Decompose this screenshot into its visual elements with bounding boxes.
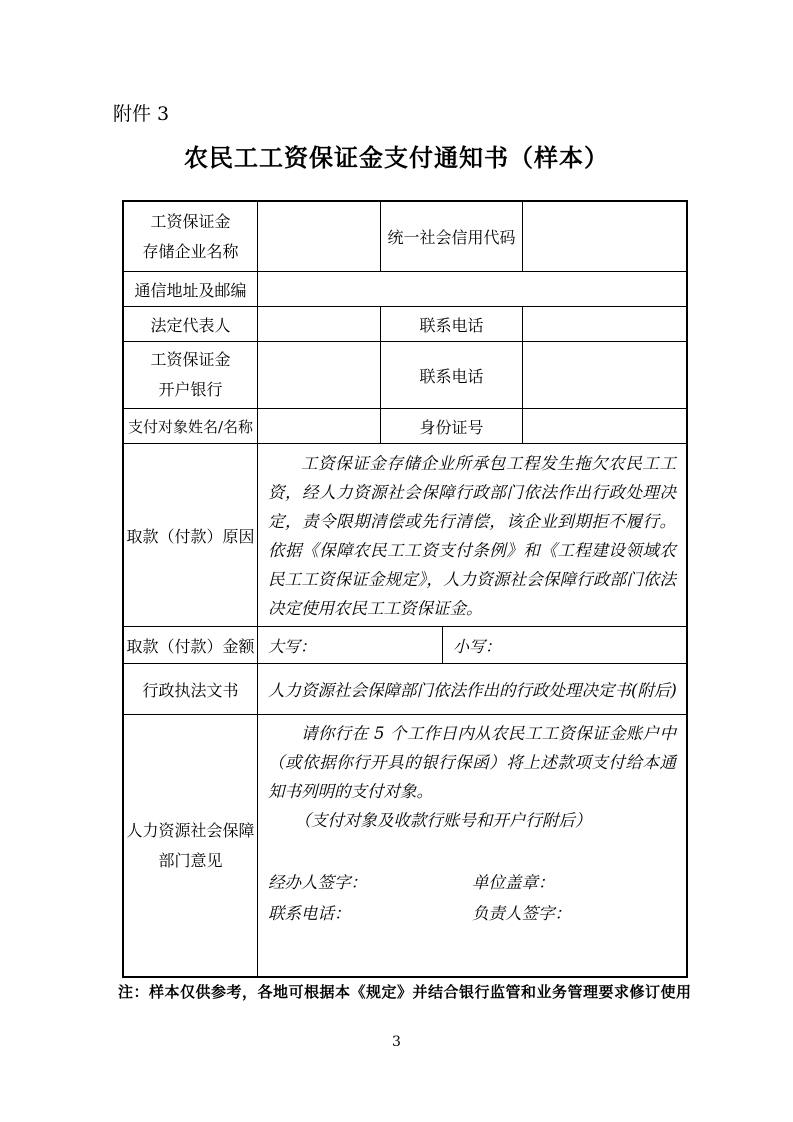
sign-phone-label: 联系电话： (268, 904, 351, 923)
label-deposit-bank: 工资保证金 开户银行 (124, 342, 258, 409)
input-id-number (523, 409, 686, 444)
hr-opinion-content (258, 715, 686, 976)
sign-operator-label: 经办人签字： (268, 873, 367, 892)
sign-manager-label: 负责人签字： (472, 904, 571, 923)
label-contact-phone-1: 联系电话 (381, 307, 523, 342)
row-deposit-bank (124, 342, 686, 409)
input-contact-phone-1 (523, 307, 686, 342)
row-enforcement-document (124, 664, 686, 715)
opinion-spacer (268, 835, 676, 867)
row-withdraw-amount (124, 627, 686, 664)
label-address: 通信地址及邮编 (124, 272, 258, 307)
input-credit-code (523, 202, 686, 272)
label-legal-representative: 法定代表人 (124, 307, 258, 342)
label-withdraw-reason: 取款（付款）原因 (124, 444, 258, 627)
input-enterprise-name (258, 202, 381, 272)
row-withdraw-reason (124, 444, 686, 627)
amount-lowercase-cell: 小写： (443, 627, 686, 664)
enforcement-document-text: 人力资源社会保障部门依法作出的行政处理决定书(附后) (258, 664, 686, 715)
label-contact-phone-2: 联系电话 (381, 342, 523, 409)
row-address (124, 272, 686, 307)
sign-row-2 (268, 898, 676, 929)
label-enforcement-document: 行政执法文书 (124, 664, 258, 715)
footnote: 注：样本仅供参考，各地可根据本《规定》并结合银行监管和业务管理要求修订使用 (118, 983, 692, 1001)
row-legal-representative (124, 307, 686, 342)
input-legal-representative (258, 307, 381, 342)
row-enterprise-name (124, 202, 686, 272)
label-credit-code: 统一社会信用代码 (381, 202, 523, 272)
amount-uppercase-cell: 大写： (258, 627, 443, 664)
row-payee (124, 409, 686, 444)
input-deposit-bank (258, 342, 381, 409)
label-id-number: 身份证号 (381, 409, 523, 444)
attachment-label: 附件 3 (113, 103, 170, 125)
page-number: 3 (392, 1034, 401, 1050)
label-hr-department-opinion: 人力资源社会保障 部门意见 (124, 715, 258, 976)
label-withdraw-amount: 取款（付款）金额 (124, 627, 258, 664)
label-payee-name: 支付对象姓名/名称 (124, 409, 258, 444)
sign-seal-label: 单位盖章： (472, 873, 555, 892)
input-address (258, 272, 686, 307)
input-contact-phone-2 (523, 342, 686, 409)
sign-row-1 (268, 867, 676, 898)
opinion-paragraph: 请你行在 5 个工作日内从农民工工资保证金账户中（或依据你行开具的银行保函）将上述款项支付给本通知书列明的支付对象。 (268, 724, 676, 801)
page-title: 农民工工资保证金支付通知书（样本） (184, 143, 609, 172)
opinion-attachment-note: （支付对象及收款行账号和开户行附后） (294, 811, 592, 830)
input-payee-name (258, 409, 381, 444)
withdraw-reason-text: 工资保证金存储企业所承包工程发生拖欠农民工工资，经人力资源社会保障行政部门依法作出行政处理决定，责令限期清偿或先行清偿，该企业到期拒不履行。依据《保障农民工工资支付条例》和《工程建设领域农民工工资保证金规定》，人力资源社会保障行政部门依法决定使用农民工工资保证金。 (258, 444, 686, 627)
row-hr-department-opinion (124, 715, 686, 976)
label-enterprise-name: 工资保证金 存储企业名称 (124, 202, 258, 272)
payment-notice-form-table (122, 200, 688, 978)
